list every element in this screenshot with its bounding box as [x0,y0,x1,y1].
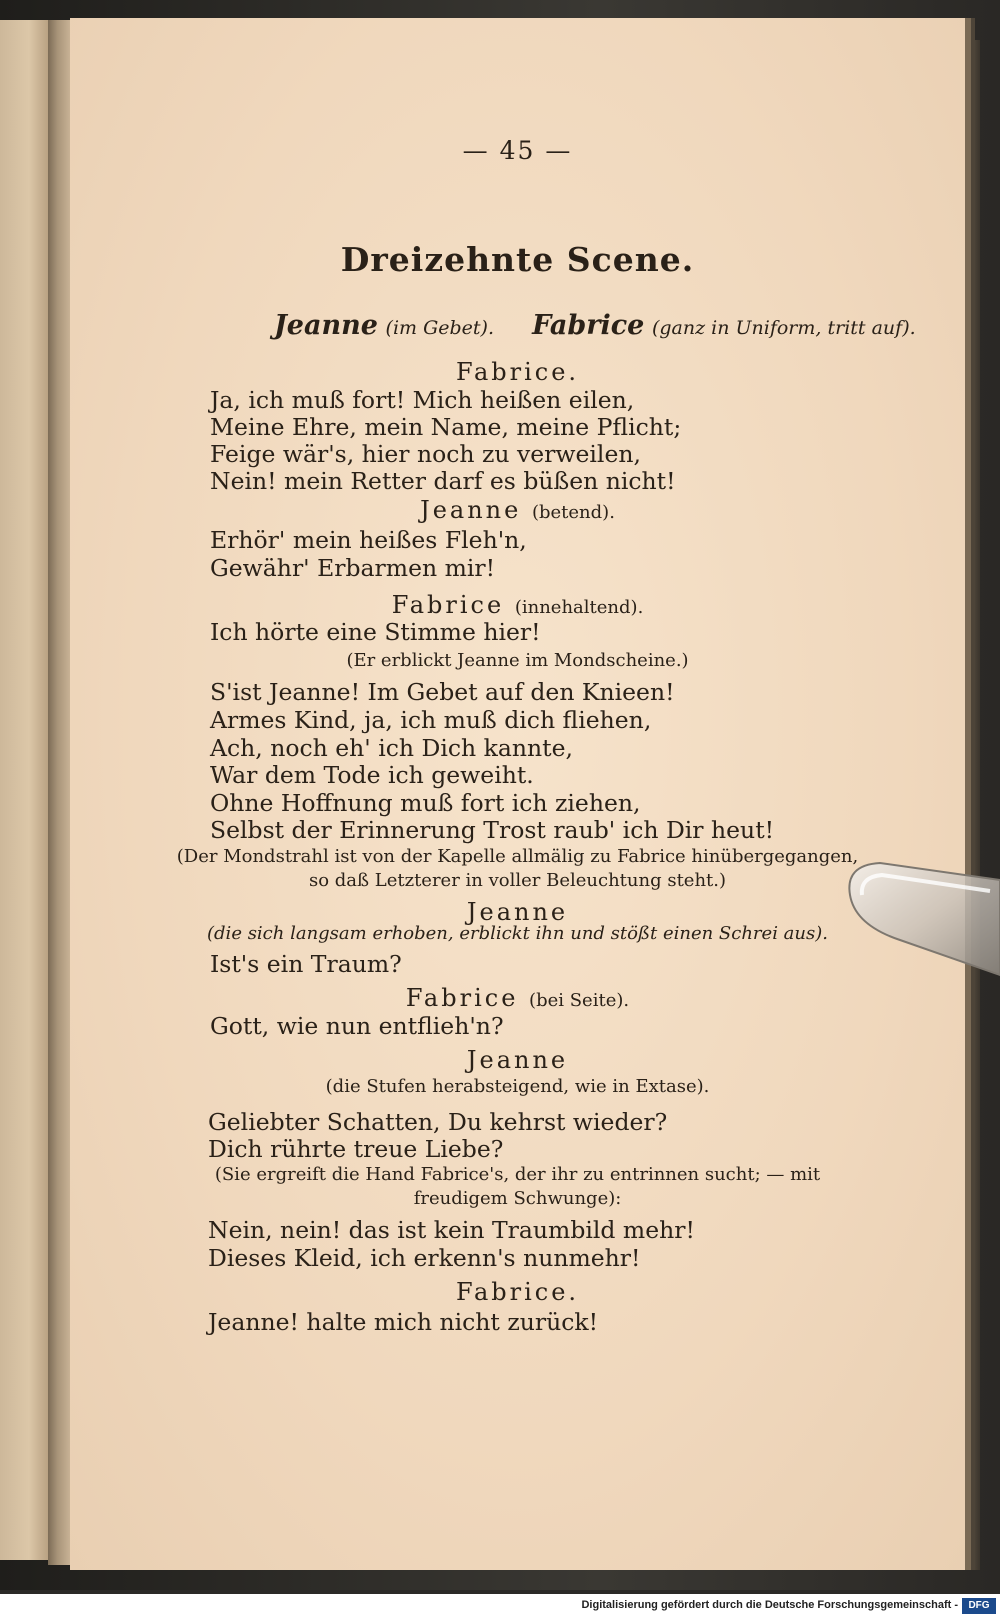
speaker-name [70,591,965,619]
dfg-logo: DFG [962,1598,996,1614]
verse-line: Meine Ehre, mein Name, meine Pflicht; [210,413,682,441]
speaker-label: Fabrice. [455,358,580,386]
footer-bar [0,1594,1000,1620]
page-number: — 45 — [462,136,573,165]
cast-direction-fabrice: (ganz in Uniform, tritt auf). [651,317,916,339]
speaker-label: Fabrice [391,591,505,619]
verse-line: Feige wär's, hier noch zu verweilen, [210,440,641,468]
verse-line: S'ist Jeanne! Im Gebet auf den Knieen! [210,678,675,706]
speaker-direction: (innehaltend). [514,597,644,618]
footer-credit: Digitalisierung gefördert durch die Deutsche Forschungsgemeinschaft - [581,1599,958,1611]
speaker-name [70,898,965,926]
verse-line: Ich hörte eine Stimme hier! [210,618,541,646]
speaker-name [70,496,965,524]
stage-direction: (Sie ergreift die Hand Fabrice's, der ihr zu entrinnen sucht; — mit [214,1164,821,1185]
verse-line: Gewähr' Erbarmen mir! [210,554,496,582]
cast-line [274,310,916,341]
speaker-label: Jeanne [466,1046,569,1074]
cast-character-fabrice: Fabrice [532,310,645,341]
left-page-edge [0,20,50,1560]
verse-line: Ohne Hoffnung muß fort ich ziehen, [210,789,641,817]
speaker-label: Fabrice [405,984,519,1012]
cast-direction-jeanne: (im Gebet). [385,317,494,339]
stage-direction: (Er erblickt Jeanne im Mondscheine.) [346,650,689,671]
verse-line: Geliebter Schatten, Du kehrst wieder? [208,1108,668,1136]
speaker-name [70,1278,965,1306]
verse-line: War dem Tode ich geweiht. [210,761,534,789]
verse-line: Nein! mein Retter darf es büßen nicht! [210,467,676,495]
speaker-direction: (bei Seite). [529,990,630,1011]
speaker-label: Fabrice. [455,1278,580,1306]
speaker-label: Jeanne [420,496,522,524]
verse-line: Dich rührte treue Liebe? [208,1135,504,1163]
verse-line: Ja, ich muß fort! Mich heißen eilen, [210,386,635,414]
speaker-name [70,984,965,1012]
stage-direction: (die sich langsam erhoben, erblickt ihn und stößt einen Schrei aus). [207,923,828,944]
speaker-name [70,1046,965,1074]
speaker-direction: (betend). [531,502,615,523]
speaker-name [70,358,965,386]
stage-direction: so daß Letzterer in voller Beleuchtung steht.) [308,870,727,891]
verse-line: Dieses Kleid, ich erkenn's nunmehr! [208,1244,641,1272]
speaker-label: Jeanne [466,898,569,926]
verse-line: Jeanne! halte mich nicht zurück! [208,1308,599,1336]
glass-page-holder-icon [840,855,1000,985]
page-text [70,18,965,1570]
verse-line: Armes Kind, ja, ich muß dich fliehen, [210,706,652,734]
book-gutter [48,20,72,1565]
stage-direction: (Der Mondstrahl ist von der Kapelle allmälig zu Fabrice hinübergegangen, [176,846,859,867]
verse-line: Selbst der Erinnerung Trost raub' ich Dir heut! [210,816,775,844]
scene-title: Dreizehnte Scene. [340,240,695,279]
verse-line: Ist's ein Traum? [210,950,402,978]
verse-line: Nein, nein! das ist kein Traumbild mehr! [208,1216,695,1244]
stage-direction: freudigem Schwunge): [413,1188,622,1209]
verse-line: Gott, wie nun entflieh'n? [210,1012,504,1040]
verse-line: Erhör' mein heißes Fleh'n, [210,526,527,554]
cast-character-jeanne: Jeanne [274,310,378,341]
book-page [70,18,971,1570]
stage-direction: (die Stufen herabsteigend, wie in Extase). [325,1076,710,1097]
verse-line: Ach, noch eh' ich Dich kannte, [210,734,573,762]
